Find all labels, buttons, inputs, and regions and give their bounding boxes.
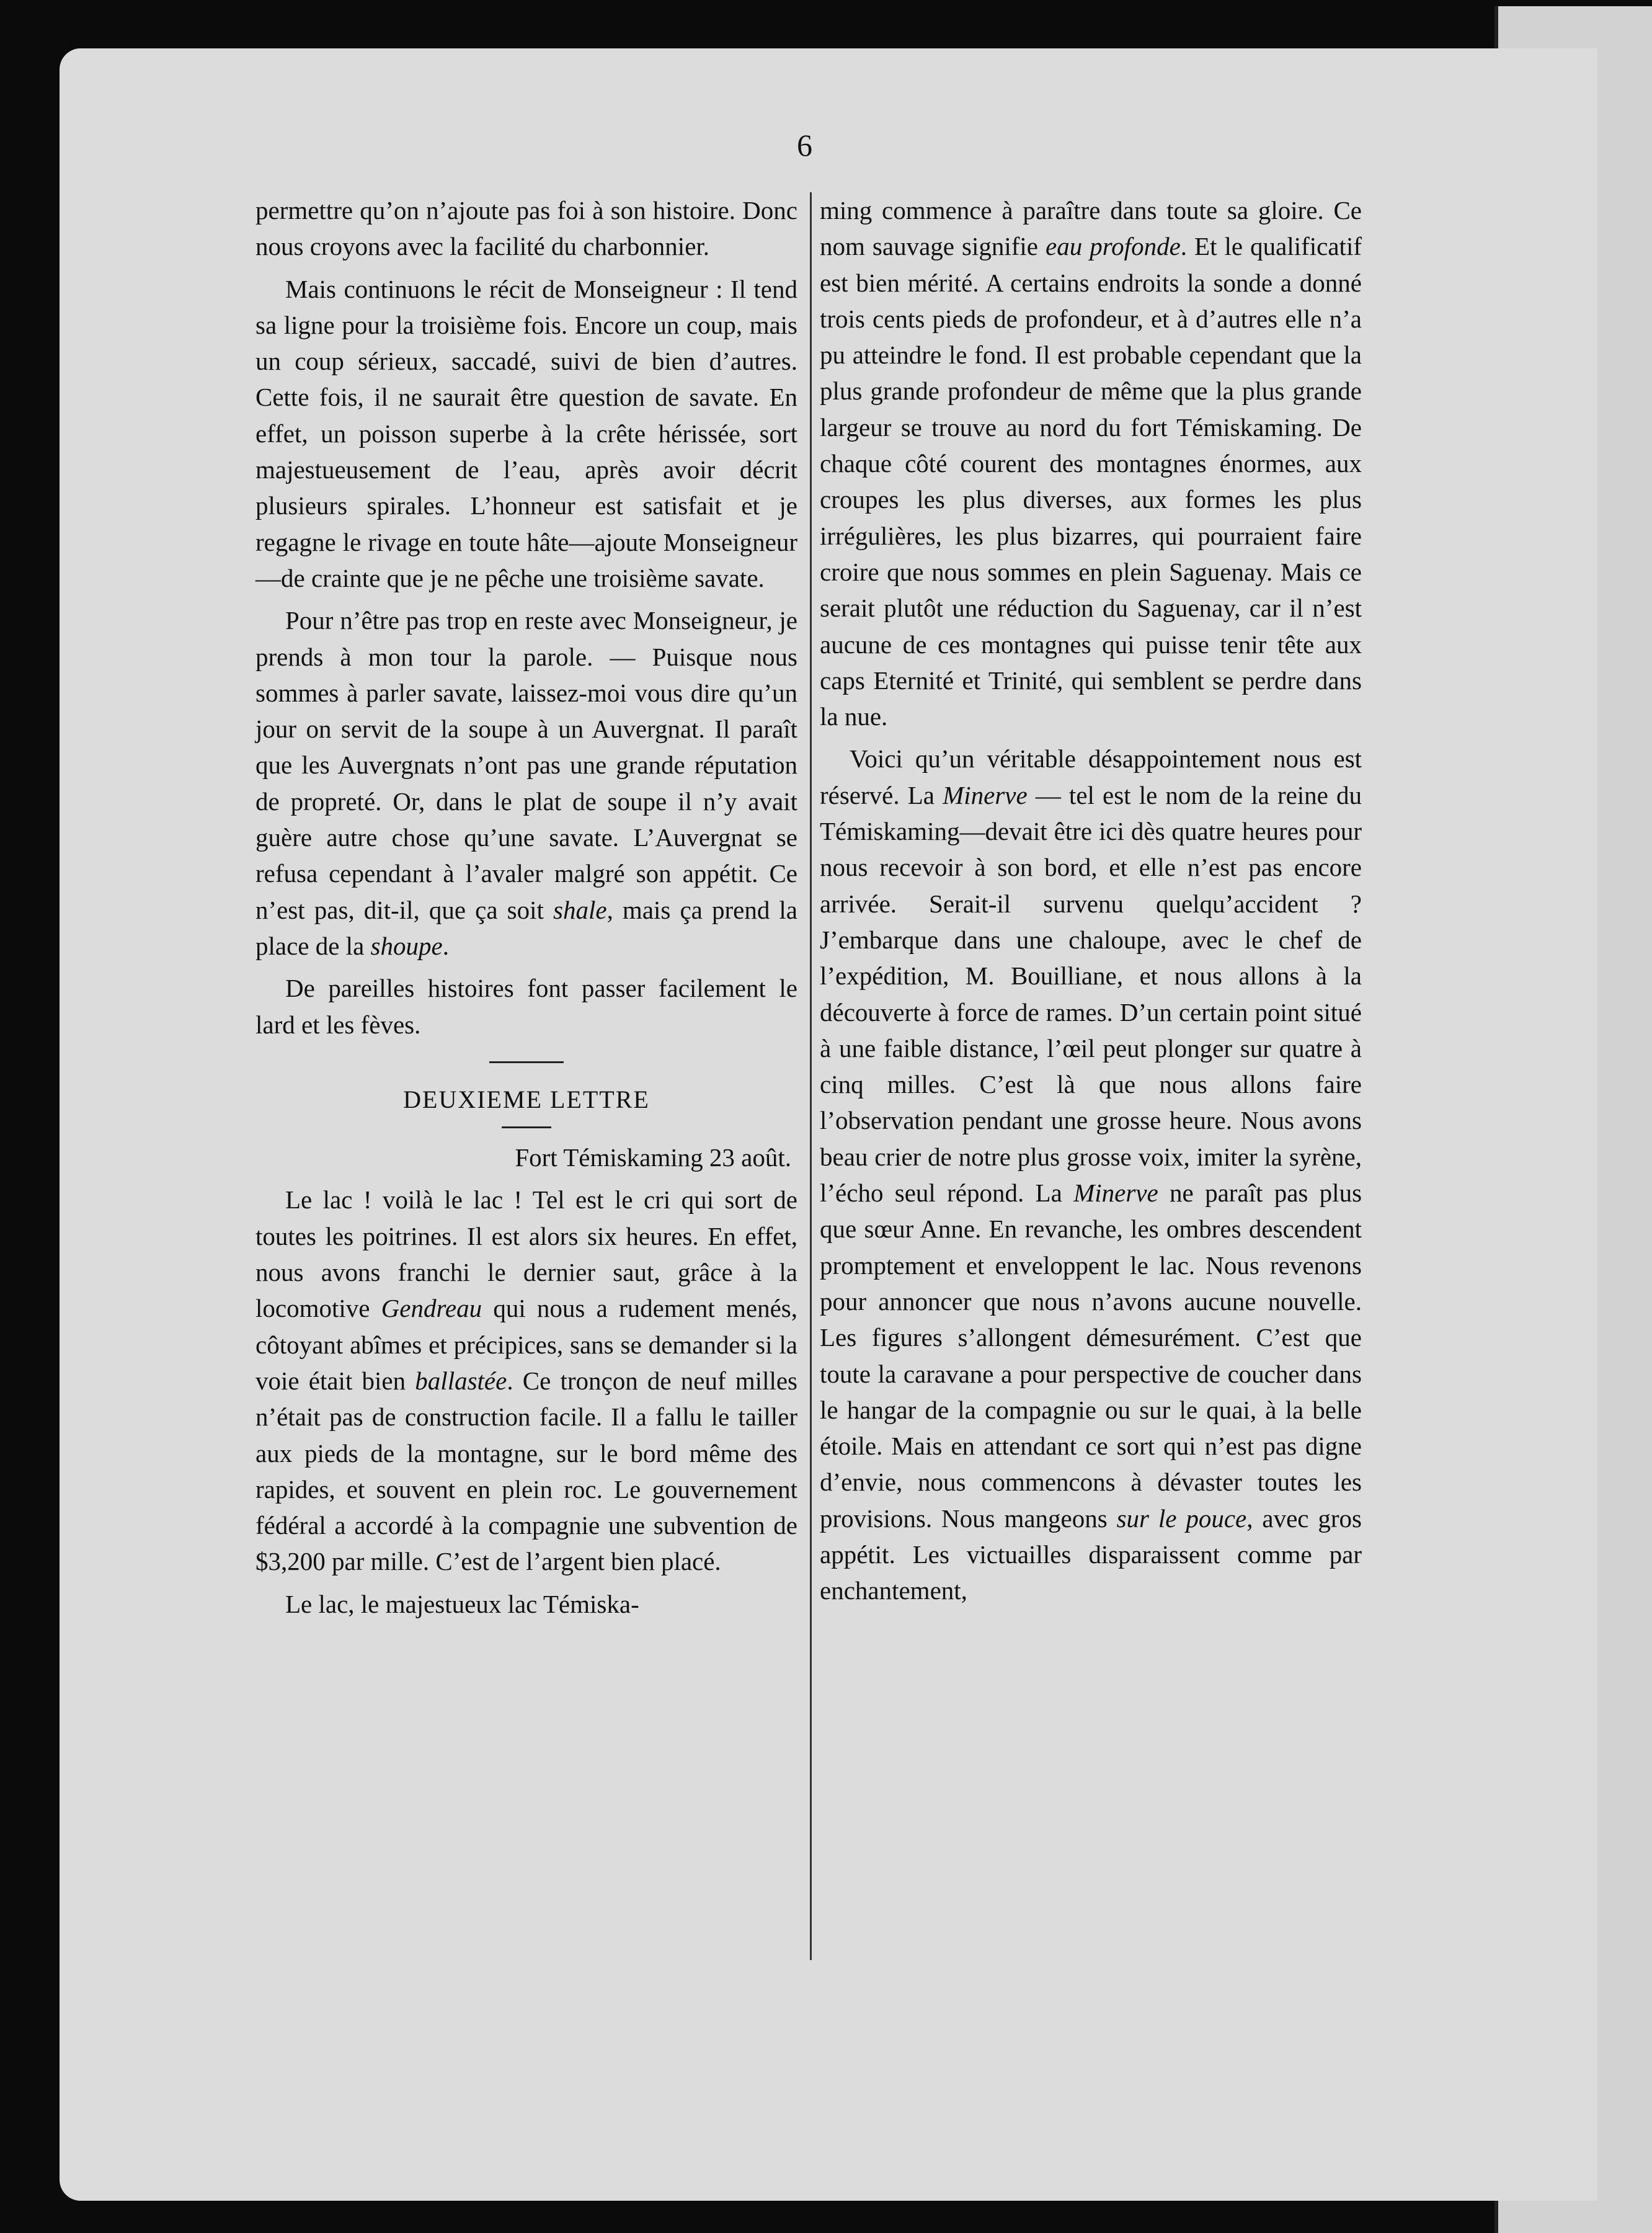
paragraph: Voici qu’un véritable désappointement nous est réservé. La Minerve — tel est le nom de la reine du Témiskaming—devait être ici dès quatre heures pour nous recevoir à son bord, et elle n’est pas encore arrivée. Serait-il survenu quelqu’accident ? J’embarque dans une chaloupe, avec le chef de l’expédition, M. Bouilliane, et nous allons à la découverte à force de rames. D’un certain point situé à une faible distance, l’œil peut plonger sur quatre à cinq milles. C’est là que nous allons faire l’observation pendant une grosse heure. Nous avons beau crier de notre plus grosse voix, imiter la syrène, l’écho seul répond. La Minerve ne paraît pas plus que sœur Anne. En revanche, les ombres descendent promptement et enveloppent le lac. Nous revenons pour annoncer que nous n’avons aucune nouvelle. Les figures s’allongent démesurément. C’est que toute la caravane a pour perspective de coucher dans le hangar de la compagnie ou sur le quai, à la belle étoile. Mais en attendant ce sort qui n’est pas digne d’envie, nous commencons à dévaster toutes les provisions. Nous mangeons sur le pouce, avec gros appétit. Les victuailles disparaissent comme par enchantement, [820,744,1362,1605]
italic-word: Minerve [1073,1179,1158,1208]
paragraph: Le lac ! voilà le lac ! Tel est le cri qui sort de toutes les poitrines. Il est alors six heures. En effet, nous avons franchi le dernier saut, grâce à la locomotive Gendreau qui nous a rudement menés, côtoyant abîmes et précipices, sans se demander si la voie était bien ballastée. Ce tronçon de neuf milles n’était pas de construction facile. Il a fallu le tailler aux pieds de la montagne, sur le bord même des rapides, et souvent en plein roc. Le gouvernement fédéral a accordé à la compagnie une subvention de $3,200 par mille. C’est de l’argent bien placé. [255,1185,798,1576]
dateline: Fort Témiskaming 23 août. [515,1143,791,1172]
italic-word: ballastée [415,1366,507,1395]
paragraph: ming commence à paraître dans toute sa gloire. Ce nom sauvage signifie eau profonde. Et le qualificatif est bien mérité. A certains endroits la sonde a donné trois cents pieds de profondeur, et à d’autres elle n’a pu atteindre le fond. Il est probable cependant que la plus grande profondeur de même que la plus grande largeur se trouve au nord du fort Témiskaming. De chaque côté courent des montagnes énormes, aux croupes les plus diverses, aux formes les plus irrégulières, les plus bizarres, qui pourraient faire croire que nous sommes en plein Saguenay. Mais ce serait plutôt une réduction du Saguenay, car il n’est aucune de ces montagnes qui puisse tenir tête aux caps Eternité et Trinité, qui semblent se perdre dans la nue. [820,196,1362,731]
right-column [820,192,1362,1615]
paragraph: Pour n’être pas trop en reste avec Monseigneur, je prends à mon tour la parole. — Puisque nous sommes à parler savate, laissez-moi vous dire qu’un jour on servit de la soupe à un Auvergnat. Il paraît que les Auvergnats n’ont pas une grande réputation de propreté. Or, dans le plat de soupe il n’y avait guère autre chose qu’une savate. L’Auvergnat se refusa cependant à l’avaler malgré son appétit. Ce n’est pas, dit-il, que ça soit shale, mais ça prend la place de la shoupe. [255,606,798,960]
italic-word: shoupe [370,931,443,960]
paragraph: Le lac, le majestueux lac Témiska- [285,1589,639,1618]
paragraph: De pareilles histoires font passer facilement le lard et les fèves. [255,974,797,1039]
paragraph: Mais continuons le récit de Monseigneur : Il tend sa ligne pour la troisième fois. Encore un coup, mais un coup sérieux, saccadé, suivi de bien d’autres. Cette fois, il ne saurait être question de savate. En effet, un poisson superbe à la crête hérissée, sort majestueusement de l’eau, après avoir décrit plusieurs spirales. L’honneur est satisfait et je regagne le rivage en toute hâte—ajoute Monseigneur—de crainte que je ne pêche une troisième savate. [255,274,797,592]
left-column [255,192,797,1628]
italic-word: eau profonde [1046,232,1181,261]
italic-word: shale [553,895,607,924]
italic-word: Minerve [943,780,1028,809]
italic-word: Gendreau [381,1294,482,1323]
column-divider [810,192,812,1960]
section-heading: DEUXIEME LETTRE [403,1085,650,1113]
paragraph: permettre qu’on n’ajoute pas foi à son histoire. Donc nous croyons avec la facilité du charbonnier. [255,196,797,261]
heading-rule [502,1126,551,1128]
page-number: 6 [797,128,812,163]
section-rule [489,1061,564,1063]
italic-word: sur le pouce [1116,1504,1247,1533]
